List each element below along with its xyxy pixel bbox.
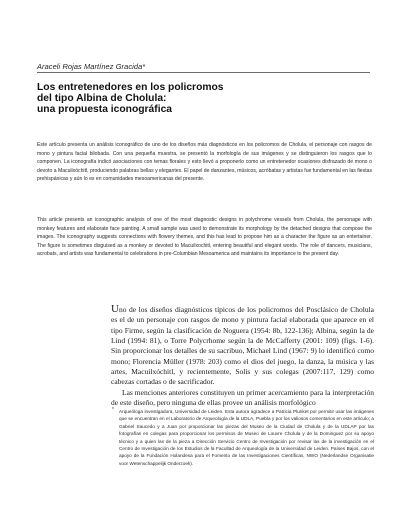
abstract-english: This article presents an iconographic analysis of one of the most diagnostic designs in polychrome vessels from Cholula, the personage with monkey features and elaborate face painting. A small sample was used to demonstrate its morphology by the detached designs that compose the images. The iconography suggests connections with flowery themes, and this has lead to propose him as a character the figure as an entertainer. The figure is sometimes disguised as a monkey or devoted to Macuilxochitl, entering beautiful and elegant words. The role of dancers, musicians, acrobats, and artists was fundamental to celebrations in pre-Columbian Mesoamerica and maintains its importance to the present day. [37, 217, 372, 258]
body-paragraph: Las menciones anteriores constituyen un primer acercamiento para la interpretación de este diseño, pero ninguna de ellas provee un análisis morfológico [111, 387, 374, 408]
article-title [37, 82, 367, 115]
paragraph-text: no de los diseños diagnósticos típicos de los policromos del Posclásico de Cholula es el de un personaje con rasgos de mono y pintura facial elaborada que aparece en el tipo Firme, según la clasificación de Noguera (1954: 8b, 122-136); Albina, según la de Lind (1994: 81), o Torre Polycrhome según la de McCafferty (2001: 109) (figs. 1-6). Sin proporcionar los detalles de su sacribuo, Michael Lind (1967: 9) lo identificó como mono; Florencia Müller (1978: 203) como el dios del juego, la danza, la música y las artes, Macuilxóchitl, y recientemente, Solís y sus colegas (2007:117, 129) como cabezas cortadas o de sacrificador. [111, 305, 374, 387]
body-paragraph [111, 305, 374, 388]
footnote [111, 408, 374, 467]
footnote-text: Arqueóloga investigadora, Universidad de Leiden. Esta autora agradece a Patricia Plunket por permitir usar las imágenes que se encuentran en el Laboratorio de Arqueología de la UDLA, Puebla y por los valiosos comentarios en este artículo; a Gabriel Saucedo y a Juan por proporcionar las piezas del Museo de la Ciudad de Cholula y de la UDLAP por las fotografías en colegas para proporcionar los permisos de Museo de Louvre Cholula y de la Dominguez por su apoyo técnico y a quien las de la pieza a Dirección Servicio Centro de Investigación por revisar las de la investigación en el Centro de Investigación de los Estudios de la Facultad de Arqueología de la Universidad de Leiden. Países Bajos, con el apoyo de la Fundación Holandesa para el Fomento de las Investigaciones Científicas, NWO (Nederlandse Organisatie voor Wetenschappelijk Onderzoek). [119, 409, 374, 466]
footnote-marker: * [112, 407, 114, 413]
title-line: Los entretenedores en los policromos [37, 82, 224, 93]
drop-cap: U [111, 303, 119, 315]
title-line: una propuesta iconográfica [37, 104, 173, 115]
title-line: del tipo Albina de Cholula: [37, 93, 167, 104]
author-name: Araceli Rojas Martínez Gracida* [37, 62, 146, 71]
abstract-spanish: Este artículo presenta un análisis iconográfico de uno de los diseños más diagnósticos en los policromos de Cholula, el personaje con rasgos de mono y pintura facial bilobada. Con una pequeña muestra, se presentó la morfología de sus imágenes y se distinguieron los rasgos que lo componen. La iconografía indicó asociaciones con temas florales y esto llevó a proponerlo como un entretenedor ocasiones disfrazado de mono o devoto a Macuilxóchitl, produciendo palabras bellas y elegantes. El papel de danzantes, músicos, acróbatas y artistas fue fundamental en las fiestas prehispánicas y aún lo es en comunidades mesoamericanas del presente. [37, 142, 372, 183]
body-text [111, 305, 374, 408]
header-rule [37, 72, 370, 73]
